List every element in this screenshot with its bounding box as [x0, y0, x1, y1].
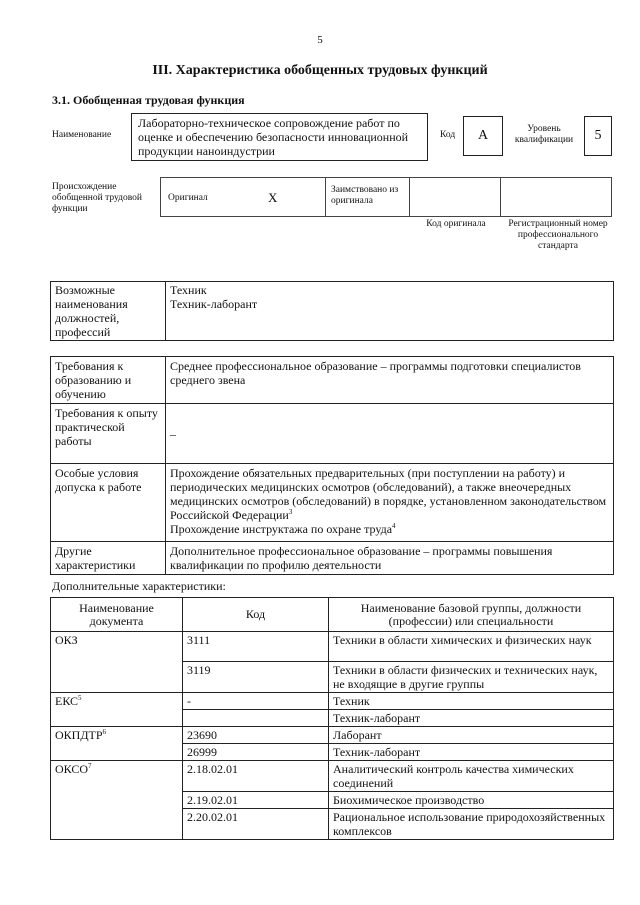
col-header: Код [183, 598, 329, 632]
section-title: III. Характеристика обобщенных трудовых функций [152, 63, 488, 78]
doc-cell: ОКЗ [51, 632, 183, 693]
req-label: Требования к опыту практической работы [51, 404, 166, 464]
req-text: Прохождение обязательных предварительных (при поступлении на работу) и периодических медицинских осмотров (обследований), а также внеочередных медицинских осмотров (обследований) в порядке, установленном законодательством Российской Федерации [170, 466, 607, 522]
col-header: Наименование документа [51, 598, 183, 632]
code-cell: 3111 [183, 632, 329, 662]
doc-cell: ОКСО$^7$ [51, 761, 183, 840]
req-text-block [166, 464, 614, 542]
divider [409, 177, 410, 217]
name-cell: Лаборант [329, 727, 614, 744]
divider [500, 177, 501, 217]
code-cell: 3119 [183, 662, 329, 693]
table-row [51, 761, 614, 792]
req-text: Среднее профессиональное образование – программы подготовки специалистов среднего звена [166, 357, 614, 404]
table-row [51, 632, 614, 662]
req-text: – [166, 404, 614, 464]
positions-table [50, 281, 614, 341]
origin-label: Происхождение обобщенной трудовой функции [52, 182, 142, 214]
code-cell: 2.18.02.01 [183, 761, 329, 792]
footnote-ref: 4 [392, 522, 396, 530]
borrowed-label: Заимствовано из оригинала [331, 185, 399, 206]
req-text: Дополнительное профессиональное образование – программы повышения квалификации по профилю деятельности [166, 542, 614, 575]
position-item: Техник-лаборант [170, 297, 258, 311]
subsection-title: 3.1. Обобщенная трудовая функция [52, 93, 245, 107]
name-cell: Техники в области физических и технических наук, не входящие в другие группы [329, 662, 614, 693]
code-cell: 26999 [183, 744, 329, 761]
name-cell: Биохимическое производство [329, 792, 614, 809]
name-cell: Аналитический контроль качества химических соединений [329, 761, 614, 792]
code-cell: 23690 [183, 727, 329, 744]
original-label: Оригинал [168, 193, 208, 203]
name-cell: Техники в области химических и физических наук [329, 632, 614, 662]
code-cell: - [183, 693, 329, 710]
original-mark: X [268, 190, 278, 205]
col-header: Наименование базовой группы, должности (профессии) или специальности [329, 598, 614, 632]
positions-values [166, 282, 614, 341]
additional-caption: Дополнительные характеристики: [52, 579, 226, 593]
requirements-table [50, 356, 614, 575]
name-cell: Техник-лаборант [329, 710, 614, 727]
code-cell: 2.20.02.01 [183, 809, 329, 840]
code-cell [183, 710, 329, 727]
reg-number-caption: Регистрационный номер профессионального стандарта [508, 219, 608, 251]
code-value-box: А [463, 116, 503, 156]
divider [325, 177, 326, 217]
footnote-ref: 3 [288, 508, 293, 516]
req-label: Требования к образованию и обучению [51, 357, 166, 404]
req-text: Прохождение инструктажа по охране труда [170, 522, 393, 536]
req-label: Особые условия допуска к работе [51, 464, 166, 542]
positions-label: Возможные наименования должностей, профессий [51, 282, 166, 341]
name-cell: Техник-лаборант [329, 744, 614, 761]
level-label: Уровень квалификации [514, 124, 574, 145]
table-row [51, 727, 614, 744]
page-number: 5 [317, 34, 323, 46]
name-label: Наименование [52, 130, 112, 140]
doc-cell: ЕКС$^5$ [51, 693, 183, 727]
position-item: Техник [170, 283, 207, 297]
name-cell: Рациональное использование природохозяйственных комплексов [329, 809, 614, 840]
additional-table [50, 597, 614, 840]
code-cell: 2.19.02.01 [183, 792, 329, 809]
table-row [51, 693, 614, 710]
name-cell: Техник [329, 693, 614, 710]
code-label: Код [440, 130, 456, 140]
code-original-caption: Код оригинала [426, 219, 486, 229]
function-name-box: Лабораторно-техническое сопровождение работ по оценке и обеспечению безопасности инновационной продукции наноиндустрии [131, 113, 428, 161]
doc-cell: ОКПДТР$^6$ [51, 727, 183, 761]
req-label: Другие характеристики [51, 542, 166, 575]
level-value-box: 5 [584, 116, 612, 156]
